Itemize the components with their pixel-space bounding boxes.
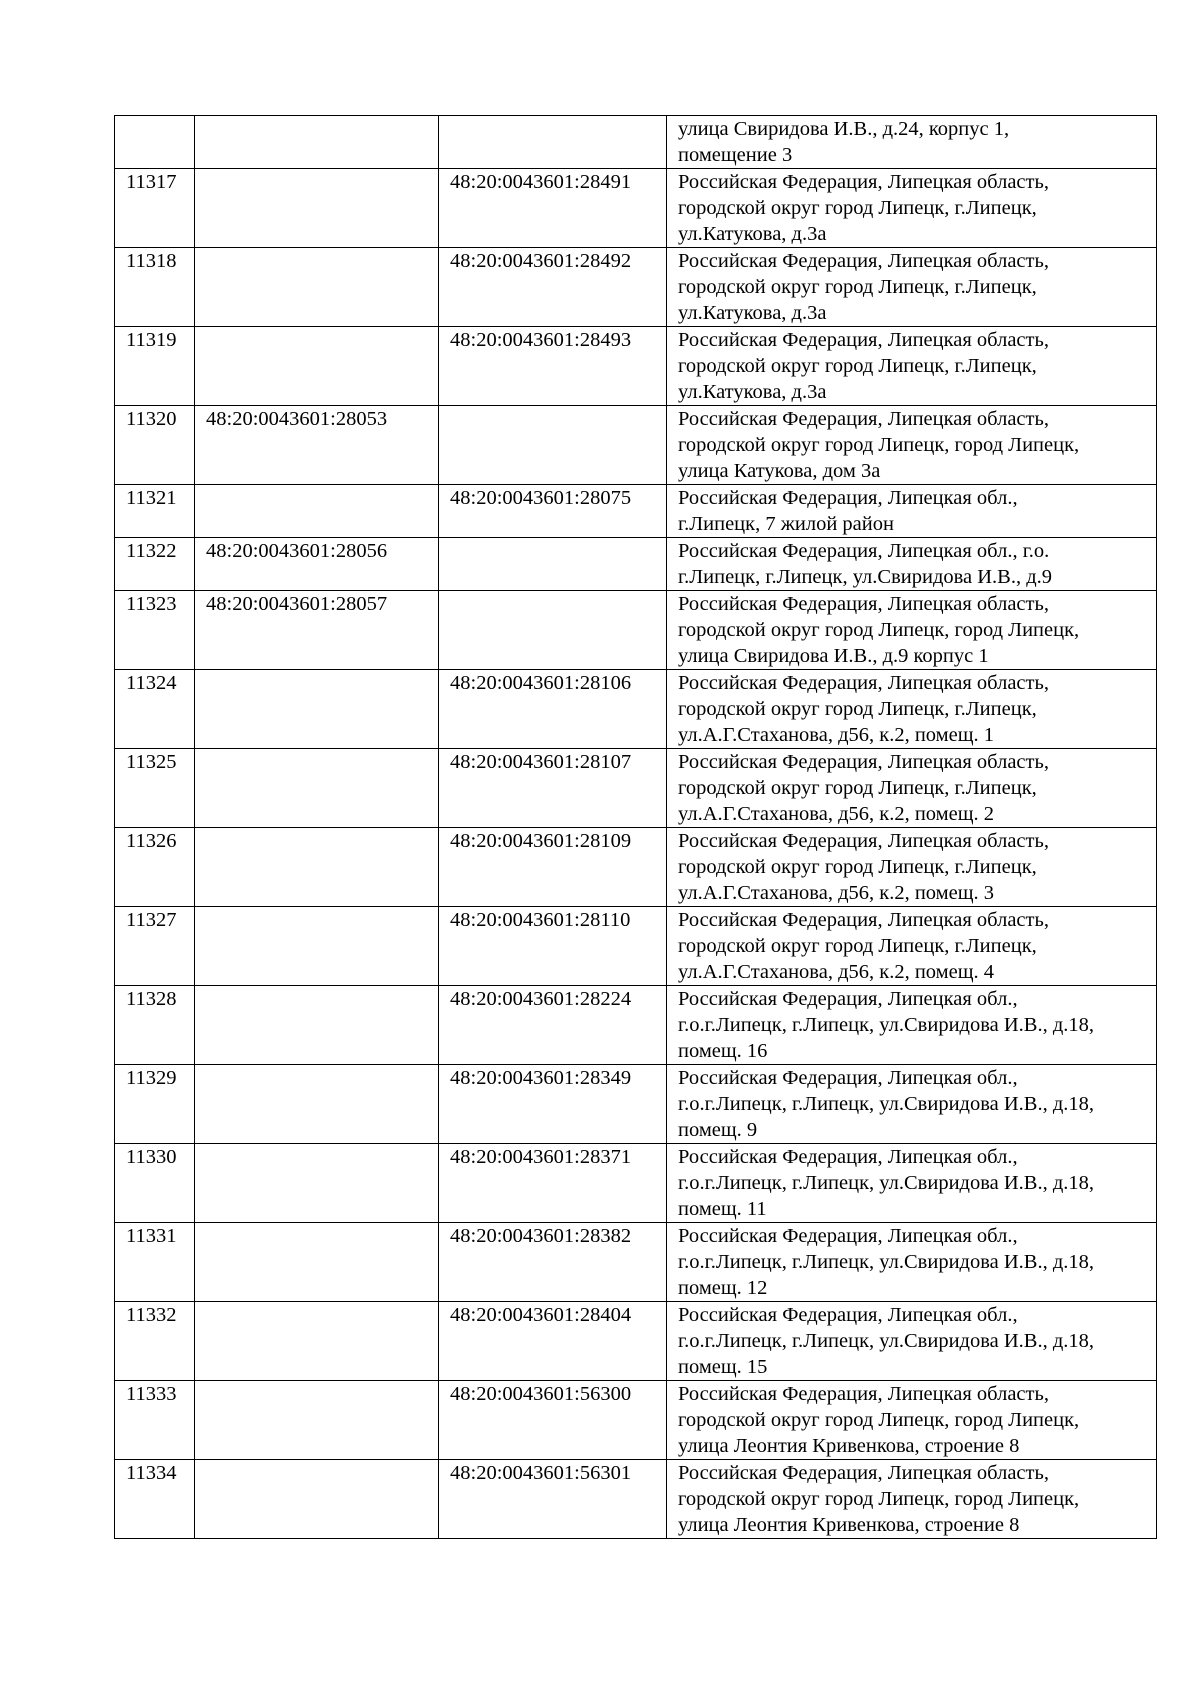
parcel-cadastral-number-cell bbox=[195, 986, 439, 1065]
object-cadastral-number-cell: 48:20:0043601:28075 bbox=[439, 485, 667, 538]
table-row bbox=[115, 116, 1157, 169]
parcel-cadastral-number-cell bbox=[195, 1065, 439, 1144]
address-cell: Российская Федерация, Липецкая область, городской округ город Липецк, город Липецк, улица Катукова, дом 3а bbox=[667, 406, 1157, 485]
parcel-cadastral-number-cell bbox=[195, 485, 439, 538]
table-row bbox=[115, 986, 1157, 1065]
address-cell: Российская Федерация, Липецкая обл., г.о. г.Липецк, г.Липецк, ул.Свиридова И.В., д.9 bbox=[667, 538, 1157, 591]
row-number-cell: 11324 bbox=[115, 670, 195, 749]
object-cadastral-number-cell bbox=[439, 406, 667, 485]
object-cadastral-number-cell: 48:20:0043601:28224 bbox=[439, 986, 667, 1065]
parcel-cadastral-number-cell bbox=[195, 1381, 439, 1460]
row-number-cell: 11332 bbox=[115, 1302, 195, 1381]
object-cadastral-number-cell: 48:20:0043601:56301 bbox=[439, 1460, 667, 1539]
table-row bbox=[115, 485, 1157, 538]
row-number-cell: 11326 bbox=[115, 828, 195, 907]
row-number-cell: 11329 bbox=[115, 1065, 195, 1144]
table-row bbox=[115, 1065, 1157, 1144]
table-row bbox=[115, 1381, 1157, 1460]
parcel-cadastral-number-cell bbox=[195, 1302, 439, 1381]
row-number-cell: 11330 bbox=[115, 1144, 195, 1223]
object-cadastral-number-cell: 48:20:0043601:28492 bbox=[439, 248, 667, 327]
table-row bbox=[115, 749, 1157, 828]
parcel-cadastral-number-cell: 48:20:0043601:28053 bbox=[195, 406, 439, 485]
address-cell: Российская Федерация, Липецкая обл., г.о.г.Липецк, г.Липецк, ул.Свиридова И.В., д.18, помещ. 15 bbox=[667, 1302, 1157, 1381]
parcel-cadastral-number-cell: 48:20:0043601:28057 bbox=[195, 591, 439, 670]
parcel-cadastral-number-cell bbox=[195, 248, 439, 327]
row-number-cell bbox=[115, 116, 195, 169]
object-cadastral-number-cell: 48:20:0043601:28382 bbox=[439, 1223, 667, 1302]
parcel-cadastral-number-cell bbox=[195, 116, 439, 169]
parcel-cadastral-number-cell bbox=[195, 907, 439, 986]
parcel-cadastral-number-cell bbox=[195, 169, 439, 248]
parcel-cadastral-number-cell: 48:20:0043601:28056 bbox=[195, 538, 439, 591]
row-number-cell: 11331 bbox=[115, 1223, 195, 1302]
row-number-cell: 11320 bbox=[115, 406, 195, 485]
object-cadastral-number-cell: 48:20:0043601:28371 bbox=[439, 1144, 667, 1223]
row-number-cell: 11318 bbox=[115, 248, 195, 327]
row-number-cell: 11325 bbox=[115, 749, 195, 828]
table-row bbox=[115, 670, 1157, 749]
row-number-cell: 11333 bbox=[115, 1381, 195, 1460]
row-number-cell: 11321 bbox=[115, 485, 195, 538]
table-row bbox=[115, 538, 1157, 591]
parcel-cadastral-number-cell bbox=[195, 327, 439, 406]
object-cadastral-number-cell bbox=[439, 591, 667, 670]
address-cell: Российская Федерация, Липецкая область, городской округ город Липецк, город Липецк, улица Леонтия Кривенкова, строение 8 bbox=[667, 1381, 1157, 1460]
parcel-cadastral-number-cell bbox=[195, 749, 439, 828]
registry-table bbox=[114, 115, 1157, 1539]
address-cell: улица Свиридова И.В., д.24, корпус 1, помещение 3 bbox=[667, 116, 1157, 169]
table-row bbox=[115, 1302, 1157, 1381]
object-cadastral-number-cell: 48:20:0043601:56300 bbox=[439, 1381, 667, 1460]
table-row bbox=[115, 591, 1157, 670]
address-cell: Российская Федерация, Липецкая обл., г.о.г.Липецк, г.Липецк, ул.Свиридова И.В., д.18, помещ. 9 bbox=[667, 1065, 1157, 1144]
address-cell: Российская Федерация, Липецкая обл., г.о.г.Липецк, г.Липецк, ул.Свиридова И.В., д.18, помещ. 16 bbox=[667, 986, 1157, 1065]
address-cell: Российская Федерация, Липецкая обл., г.о.г.Липецк, г.Липецк, ул.Свиридова И.В., д.18, помещ. 11 bbox=[667, 1144, 1157, 1223]
table-row bbox=[115, 907, 1157, 986]
row-number-cell: 11322 bbox=[115, 538, 195, 591]
address-cell: Российская Федерация, Липецкая обл., г.Липецк, 7 жилой район bbox=[667, 485, 1157, 538]
address-cell: Российская Федерация, Липецкая область, городской округ город Липецк, г.Липецк, ул.Катукова, д.3а bbox=[667, 327, 1157, 406]
table-row bbox=[115, 1144, 1157, 1223]
address-cell: Российская Федерация, Липецкая область, городской округ город Липецк, г.Липецк, ул.Катукова, д.3а bbox=[667, 248, 1157, 327]
table-row bbox=[115, 1223, 1157, 1302]
address-cell: Российская Федерация, Липецкая область, городской округ город Липецк, г.Липецк, ул.А.Г.Стаханова, д56, к.2, помещ. 4 bbox=[667, 907, 1157, 986]
address-cell: Российская Федерация, Липецкая область, городской округ город Липецк, г.Липецк, ул.А.Г.Стаханова, д56, к.2, помещ. 2 bbox=[667, 749, 1157, 828]
table-row bbox=[115, 406, 1157, 485]
parcel-cadastral-number-cell bbox=[195, 670, 439, 749]
address-cell: Российская Федерация, Липецкая обл., г.о.г.Липецк, г.Липецк, ул.Свиридова И.В., д.18, помещ. 12 bbox=[667, 1223, 1157, 1302]
table-row bbox=[115, 327, 1157, 406]
object-cadastral-number-cell bbox=[439, 116, 667, 169]
object-cadastral-number-cell: 48:20:0043601:28109 bbox=[439, 828, 667, 907]
row-number-cell: 11334 bbox=[115, 1460, 195, 1539]
table-row bbox=[115, 248, 1157, 327]
row-number-cell: 11323 bbox=[115, 591, 195, 670]
row-number-cell: 11319 bbox=[115, 327, 195, 406]
address-cell: Российская Федерация, Липецкая область, городской округ город Липецк, г.Липецк, ул.Катукова, д.3а bbox=[667, 169, 1157, 248]
object-cadastral-number-cell: 48:20:0043601:28107 bbox=[439, 749, 667, 828]
row-number-cell: 11327 bbox=[115, 907, 195, 986]
address-cell: Российская Федерация, Липецкая область, городской округ город Липецк, г.Липецк, ул.А.Г.Стаханова, д56, к.2, помещ. 1 bbox=[667, 670, 1157, 749]
table-row bbox=[115, 828, 1157, 907]
object-cadastral-number-cell: 48:20:0043601:28110 bbox=[439, 907, 667, 986]
row-number-cell: 11317 bbox=[115, 169, 195, 248]
address-cell: Российская Федерация, Липецкая область, городской округ город Липецк, г.Липецк, ул.А.Г.Стаханова, д56, к.2, помещ. 3 bbox=[667, 828, 1157, 907]
registry-table-body bbox=[115, 116, 1157, 1539]
table-row bbox=[115, 1460, 1157, 1539]
object-cadastral-number-cell: 48:20:0043601:28404 bbox=[439, 1302, 667, 1381]
address-cell: Российская Федерация, Липецкая область, городской округ город Липецк, город Липецк, улица Свиридова И.В., д.9 корпус 1 bbox=[667, 591, 1157, 670]
parcel-cadastral-number-cell bbox=[195, 1144, 439, 1223]
object-cadastral-number-cell bbox=[439, 538, 667, 591]
object-cadastral-number-cell: 48:20:0043601:28349 bbox=[439, 1065, 667, 1144]
address-cell: Российская Федерация, Липецкая область, городской округ город Липецк, город Липецк, улица Леонтия Кривенкова, строение 8 bbox=[667, 1460, 1157, 1539]
object-cadastral-number-cell: 48:20:0043601:28106 bbox=[439, 670, 667, 749]
table-row bbox=[115, 169, 1157, 248]
parcel-cadastral-number-cell bbox=[195, 828, 439, 907]
object-cadastral-number-cell: 48:20:0043601:28491 bbox=[439, 169, 667, 248]
row-number-cell: 11328 bbox=[115, 986, 195, 1065]
parcel-cadastral-number-cell bbox=[195, 1223, 439, 1302]
object-cadastral-number-cell: 48:20:0043601:28493 bbox=[439, 327, 667, 406]
parcel-cadastral-number-cell bbox=[195, 1460, 439, 1539]
